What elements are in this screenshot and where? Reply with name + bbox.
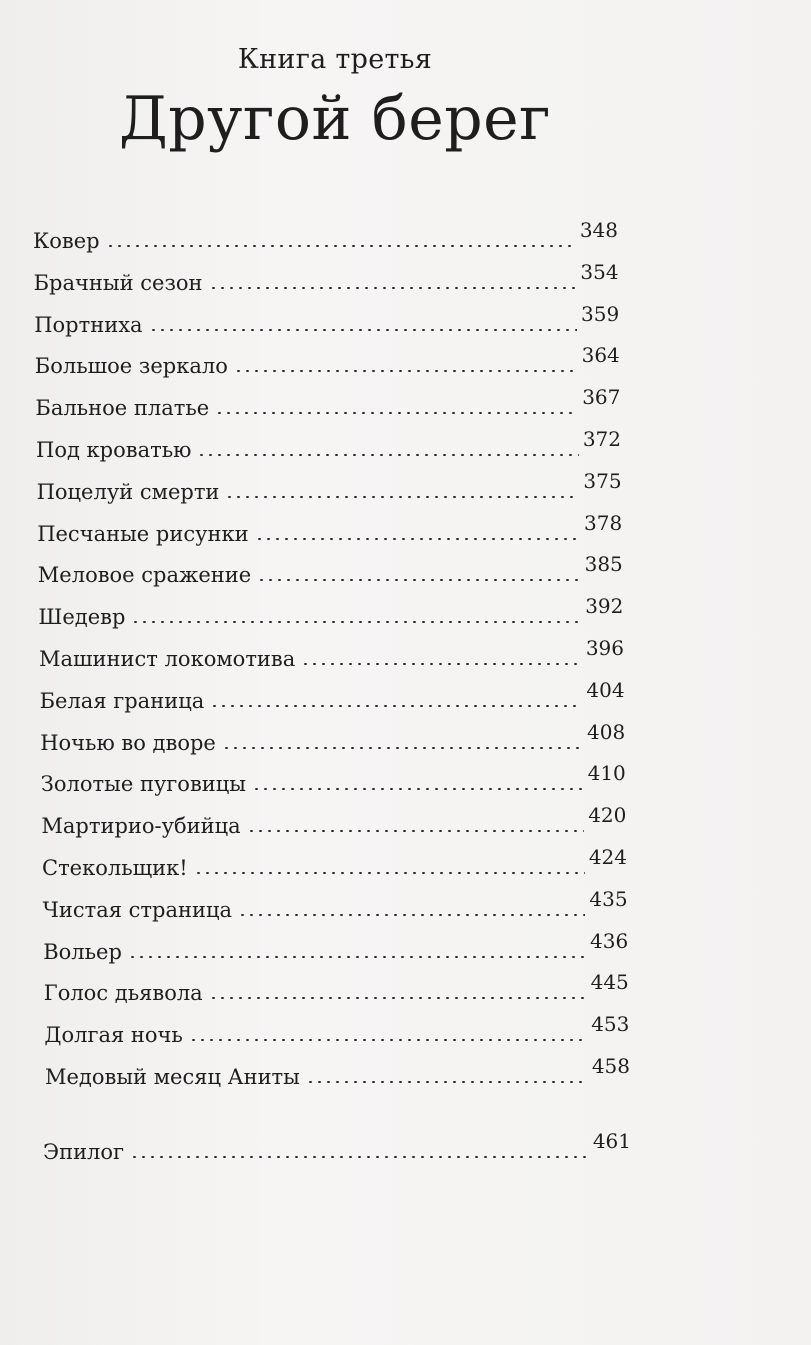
dot-leader — [238, 914, 585, 916]
toc-entry — [33, 218, 618, 253]
toc-entry-title: Брачный сезон — [33, 270, 203, 295]
toc-entry-page-number: 375 — [583, 468, 622, 493]
toc-entry-page-number: 359 — [581, 301, 620, 326]
toc-entry-page-number: 378 — [584, 510, 623, 535]
dot-leader — [301, 663, 582, 665]
toc-entry-page-number: 445 — [590, 970, 629, 995]
toc-entry-title: Эпилог — [43, 1140, 125, 1164]
toc-entry — [39, 636, 624, 671]
toc-entry — [40, 719, 626, 755]
dot-leader — [194, 872, 585, 874]
toc-entry-page-number: 348 — [579, 218, 618, 242]
toc-entry-title: Белая граница — [39, 688, 205, 713]
toc-entry-title: Вольер — [43, 939, 122, 964]
toc-entry-title: Портниха — [34, 312, 143, 337]
toc-entry-title: Золотые пуговицы — [40, 772, 246, 797]
toc-entry-page-number: 385 — [584, 552, 623, 577]
toc-entry-page-number: 453 — [591, 1012, 630, 1037]
toc-entry-title: Бальное платье — [35, 396, 210, 421]
toc-entry — [42, 845, 627, 880]
dot-leader — [106, 245, 576, 247]
toc-entry-title: Машинист локомотива — [39, 647, 296, 671]
toc-entry-page-number: 461 — [592, 1129, 631, 1153]
toc-entry-page-number: 354 — [580, 259, 619, 284]
dot-leader — [189, 1039, 587, 1041]
toc-entry — [34, 343, 620, 379]
toc-entry-page-number: 396 — [585, 636, 624, 660]
dot-leader — [306, 1081, 588, 1083]
dot-leader — [255, 538, 580, 540]
dot-leader — [128, 956, 586, 958]
toc-entry — [39, 677, 625, 713]
toc-entry — [36, 468, 622, 504]
dot-leader — [234, 370, 578, 372]
dot-leader — [131, 621, 581, 623]
toc-entry-page-number: 436 — [590, 928, 629, 953]
toc-entry — [37, 552, 623, 588]
dot-leader — [225, 496, 579, 498]
toc-entry — [41, 803, 627, 839]
dot-leader — [257, 579, 580, 581]
toc-entry-page-number: 420 — [588, 803, 627, 828]
toc-entry-title: Стекольщик! — [42, 856, 188, 880]
toc-entry-page-number: 408 — [587, 719, 626, 744]
dot-leader — [252, 788, 584, 790]
toc-entry-page-number: 435 — [589, 886, 628, 911]
toc-entry — [33, 259, 619, 295]
dot-leader — [222, 747, 583, 749]
dot-leader — [197, 454, 578, 456]
toc-entry — [40, 761, 626, 797]
toc-entry — [44, 1012, 630, 1048]
toc-entry-title: Шедевр — [38, 605, 126, 630]
toc-entry-page-number: 364 — [581, 343, 620, 368]
toc-entry — [43, 1129, 631, 1164]
dot-leader — [209, 997, 587, 999]
toc-entry-title: Ковер — [33, 229, 100, 253]
toc-entry-title: Поцелуй смерти — [36, 479, 220, 504]
toc-entry-title: Долгая ночь — [44, 1023, 183, 1048]
toc-entry — [34, 301, 620, 337]
toc-entry — [38, 594, 624, 630]
toc-entry-title: Песчаные рисунки — [37, 521, 249, 546]
dot-leader — [149, 329, 577, 331]
toc-entry — [42, 886, 628, 922]
toc-entry — [43, 928, 629, 964]
toc-entry-title: Голос дьявола — [43, 981, 203, 1006]
toc-entry — [45, 1054, 630, 1089]
section-title: Другой берег — [118, 84, 552, 154]
toc-entry-title: Большое зеркало — [34, 354, 228, 379]
toc-entry — [35, 385, 621, 421]
dot-leader — [209, 287, 577, 289]
toc-entry-title: Ночью во дворе — [40, 730, 216, 755]
dot-leader — [130, 1156, 589, 1158]
toc-entry-title: Меловое сражение — [37, 563, 252, 588]
dot-leader — [215, 412, 578, 414]
toc-entry — [43, 970, 629, 1006]
toc-entry-page-number: 372 — [582, 427, 621, 451]
toc-entry — [37, 510, 623, 546]
toc-entry-page-number: 404 — [586, 677, 625, 702]
toc-entry-title: Под кроватью — [36, 438, 192, 462]
dot-leader — [247, 830, 585, 832]
toc-entry-page-number: 458 — [591, 1054, 630, 1078]
toc-entry-page-number: 392 — [585, 594, 624, 619]
toc-entry-page-number: 410 — [587, 761, 626, 786]
dot-leader — [210, 705, 582, 707]
toc-entry-page-number: 424 — [588, 845, 627, 869]
toc-entry-title: Медовый месяц Аниты — [45, 1065, 300, 1089]
book-part-label: Книга третья — [237, 44, 433, 75]
toc-entry-title: Мартирио-убийца — [41, 814, 241, 839]
toc-entry-page-number: 367 — [582, 385, 621, 410]
toc-entry — [36, 427, 621, 462]
toc-entry-title: Чистая страница — [42, 897, 233, 922]
